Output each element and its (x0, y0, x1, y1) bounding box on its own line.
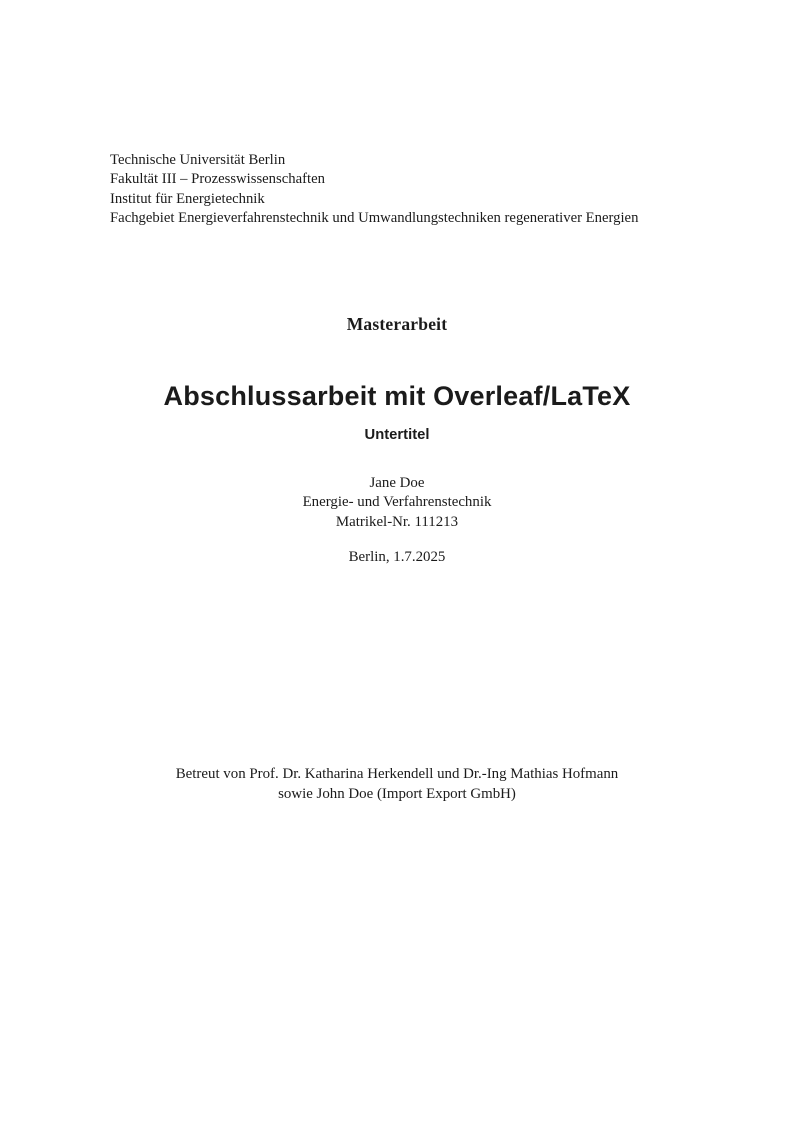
institution-line-institute: Institut für Energietechnik (110, 190, 265, 207)
supervisors-line-1: Betreut von Prof. Dr. Katharina Herkendell und Dr.-Ing Mathias Hofmann (175, 766, 619, 782)
author-program: Energie- und Verfahrenstechnik (302, 494, 492, 511)
document-type-heading: Masterarbeit (346, 314, 448, 334)
author-block (0, 474, 794, 532)
place-date: Berlin, 1.7.2025 (348, 549, 446, 565)
thesis-subtitle: Untertitel (364, 427, 430, 443)
institution-line-university: Technische Universität Berlin (110, 152, 286, 168)
author-name: Jane Doe (369, 475, 425, 491)
institution-line-faculty: Fakultät III – Prozesswissenschaften (110, 171, 325, 188)
institution-line-department: Fachgebiet Energieverfahrenstechnik und Umwandlungstechniken regenerativer Energien (110, 209, 639, 226)
thesis-title: Abschlussarbeit mit Overleaf/LaTeX (163, 381, 631, 411)
author-matriculation-number: Matrikel-Nr. 111213 (335, 513, 459, 530)
institution-block (110, 151, 734, 228)
supervisors-block (0, 765, 794, 804)
supervisors-line-2: sowie John Doe (Import Export GmbH) (278, 785, 516, 802)
